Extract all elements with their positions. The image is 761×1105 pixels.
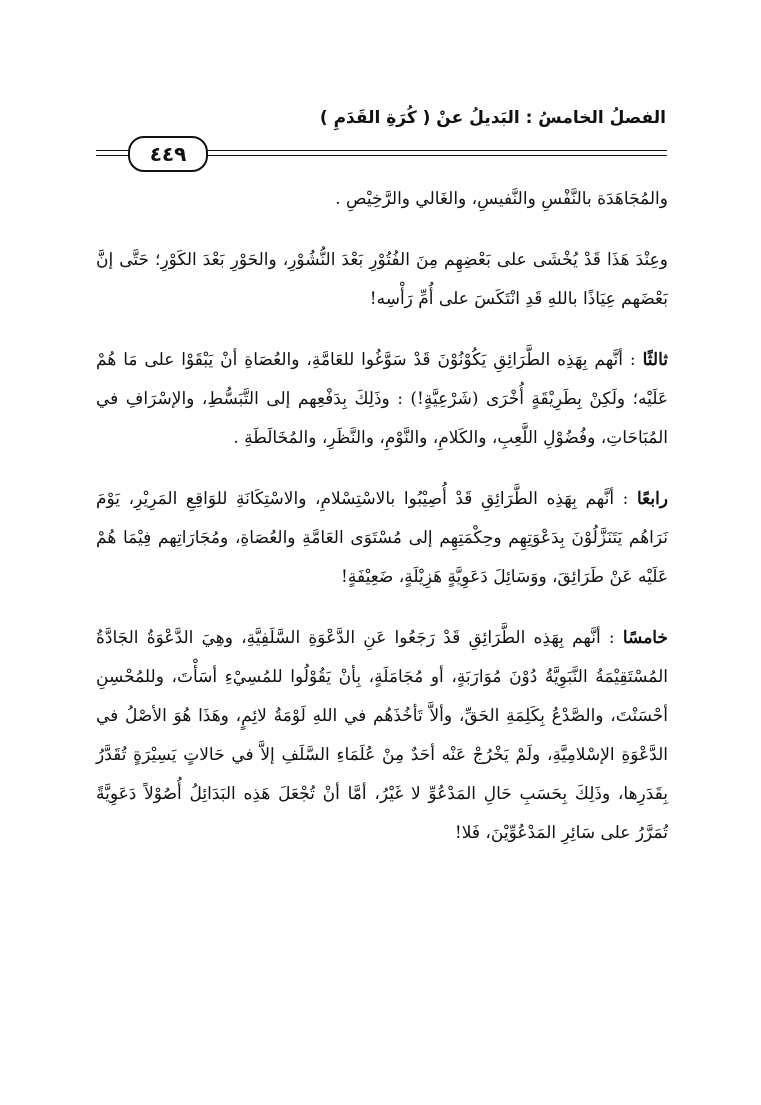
paragraph-lead: ثالثًا bbox=[642, 350, 668, 370]
paragraph-1 bbox=[96, 180, 668, 219]
paragraph-text: : أنَّهم بِهَذِه الطَّرَائِقِ يَكُوْنُوْنَ قَدْ سَوَّغُوا للعَامَّةِ، والعُصَاةِ أنْ يَبْقَوْا على مَا هُمْ عَلَيْه؛ ولَكِنْ بِطَرِيْقَةٍ أُخْرَى (شَرْعِيَّةٍ!) : وذَلِكَ بِدَفْعِهم إلى التَّبَسُّطِ، والإسْرَافِ في المُبَاحَاتِ، وفُضُوْلِ اللَّعِبِ، والكَلامِ، والنَّوْمِ، والنَّظَرِ، والمُخَالَطَةِ . bbox=[96, 350, 668, 448]
paragraph-4 bbox=[96, 480, 668, 597]
chapter-title: الفصلُ الخامسُ : البَديلُ عنْ ( كُرَةِ القَدَمِ ) bbox=[319, 108, 666, 128]
paragraph-3 bbox=[96, 341, 668, 458]
paragraph-text: : أنَّهم بِهَذِه الطَّرَائِقِ قَدْ رَجَعُوا عَنِ الدَّعْوَةِ السَّلَفِيَّةِ، وهِيَ الدَّعْوَةُ الجَادَّةُ المُسْتَقِيْمَةُ النَّبَوِيَّةُ دُوْنَ مُوَارَبَةٍ، أو مُجَامَلَةٍ، بِأنْ يَقُوْلُوا للمُسِيْءِ أسَأْتَ، وللمُحْسِنِ أحْسَنْتَ، والصَّدْعُ بِكَلِمَةِ الحَقِّ، وألاَّ تَأخُذَهُم في اللهِ لَوْمَةُ لائِمٍ، وهَذَا هُوَ الأصْلُ في الدَّعْوَةِ الإسْلامِيَّةِ، ولَمْ يَخْرُجْ عَنْه أحَدٌ مِنْ عُلَمَاءِ السَّلَفِ إلاَّ في حَالاتٍ يَسِيْرَةٍ تُقَدَّرُ بِقَدَرِها، وذَلِكَ بِحَسَبِ حَالِ المَدْعُوِّ لا غَيْرُ، أمَّا أنْ تُجْعَلَ هَذِه البَدَائِلُ أُصُوْلاً دَعَوِيَّةً تُمَرَّرُ على سَائِرِ المَدْعُوِّيْنَ، فَلا! bbox=[96, 628, 668, 843]
paragraph-text: والمُجَاهَدَة بالنَّفْسِ والنَّفيسِ، والغَالي والرَّخِيْصِ . bbox=[335, 189, 668, 209]
paragraph-lead: خامسًا bbox=[622, 628, 668, 648]
page-number: ٤٤٩ bbox=[128, 136, 208, 172]
paragraph-text: : أنَّهم بِهَذِه الطَّرَائِقِ قَدْ أُصِيْبُوا بالاسْتِسْلامِ، والاسْتِكَانَةِ للوَاقِعِ المَرِيْرِ، يَوْمَ نَرَاهُم يَتَنَزَّلُوْنَ بِدَعْوَتِهِم وحِكْمَتِهِم إلى مُسْتَوَى العَامَّةِ والعُصَاةِ، ومُجَارَاتِهم فِيْمَا هُمْ عَلَيْه عَنْ طَرَائِقَ، ووَسَائِلَ دَعَوِيَّةٍ هَزِيْلَةٍ، ضَعِيْفَةٍ! bbox=[96, 489, 668, 587]
page-body bbox=[96, 180, 668, 875]
paragraph-5 bbox=[96, 619, 668, 853]
paragraph-text: وعِنْدَ هَذَا قَدْ يُخْشَى على بَعْضِهِم مِنَ الفُتُوْرِ بَعْدَ النُّشُوْرِ، والحَوْرِ بَعْدَ الكَوْرِ؛ حَتَّى إنَّ بَعْضَهم عِيَاذًا باللهِ قَدِ انْتَكَسَ على أُمِّ رَأْسِه! bbox=[96, 250, 668, 309]
paragraph-2 bbox=[96, 241, 668, 319]
paragraph-lead: رابعًا bbox=[636, 489, 668, 509]
